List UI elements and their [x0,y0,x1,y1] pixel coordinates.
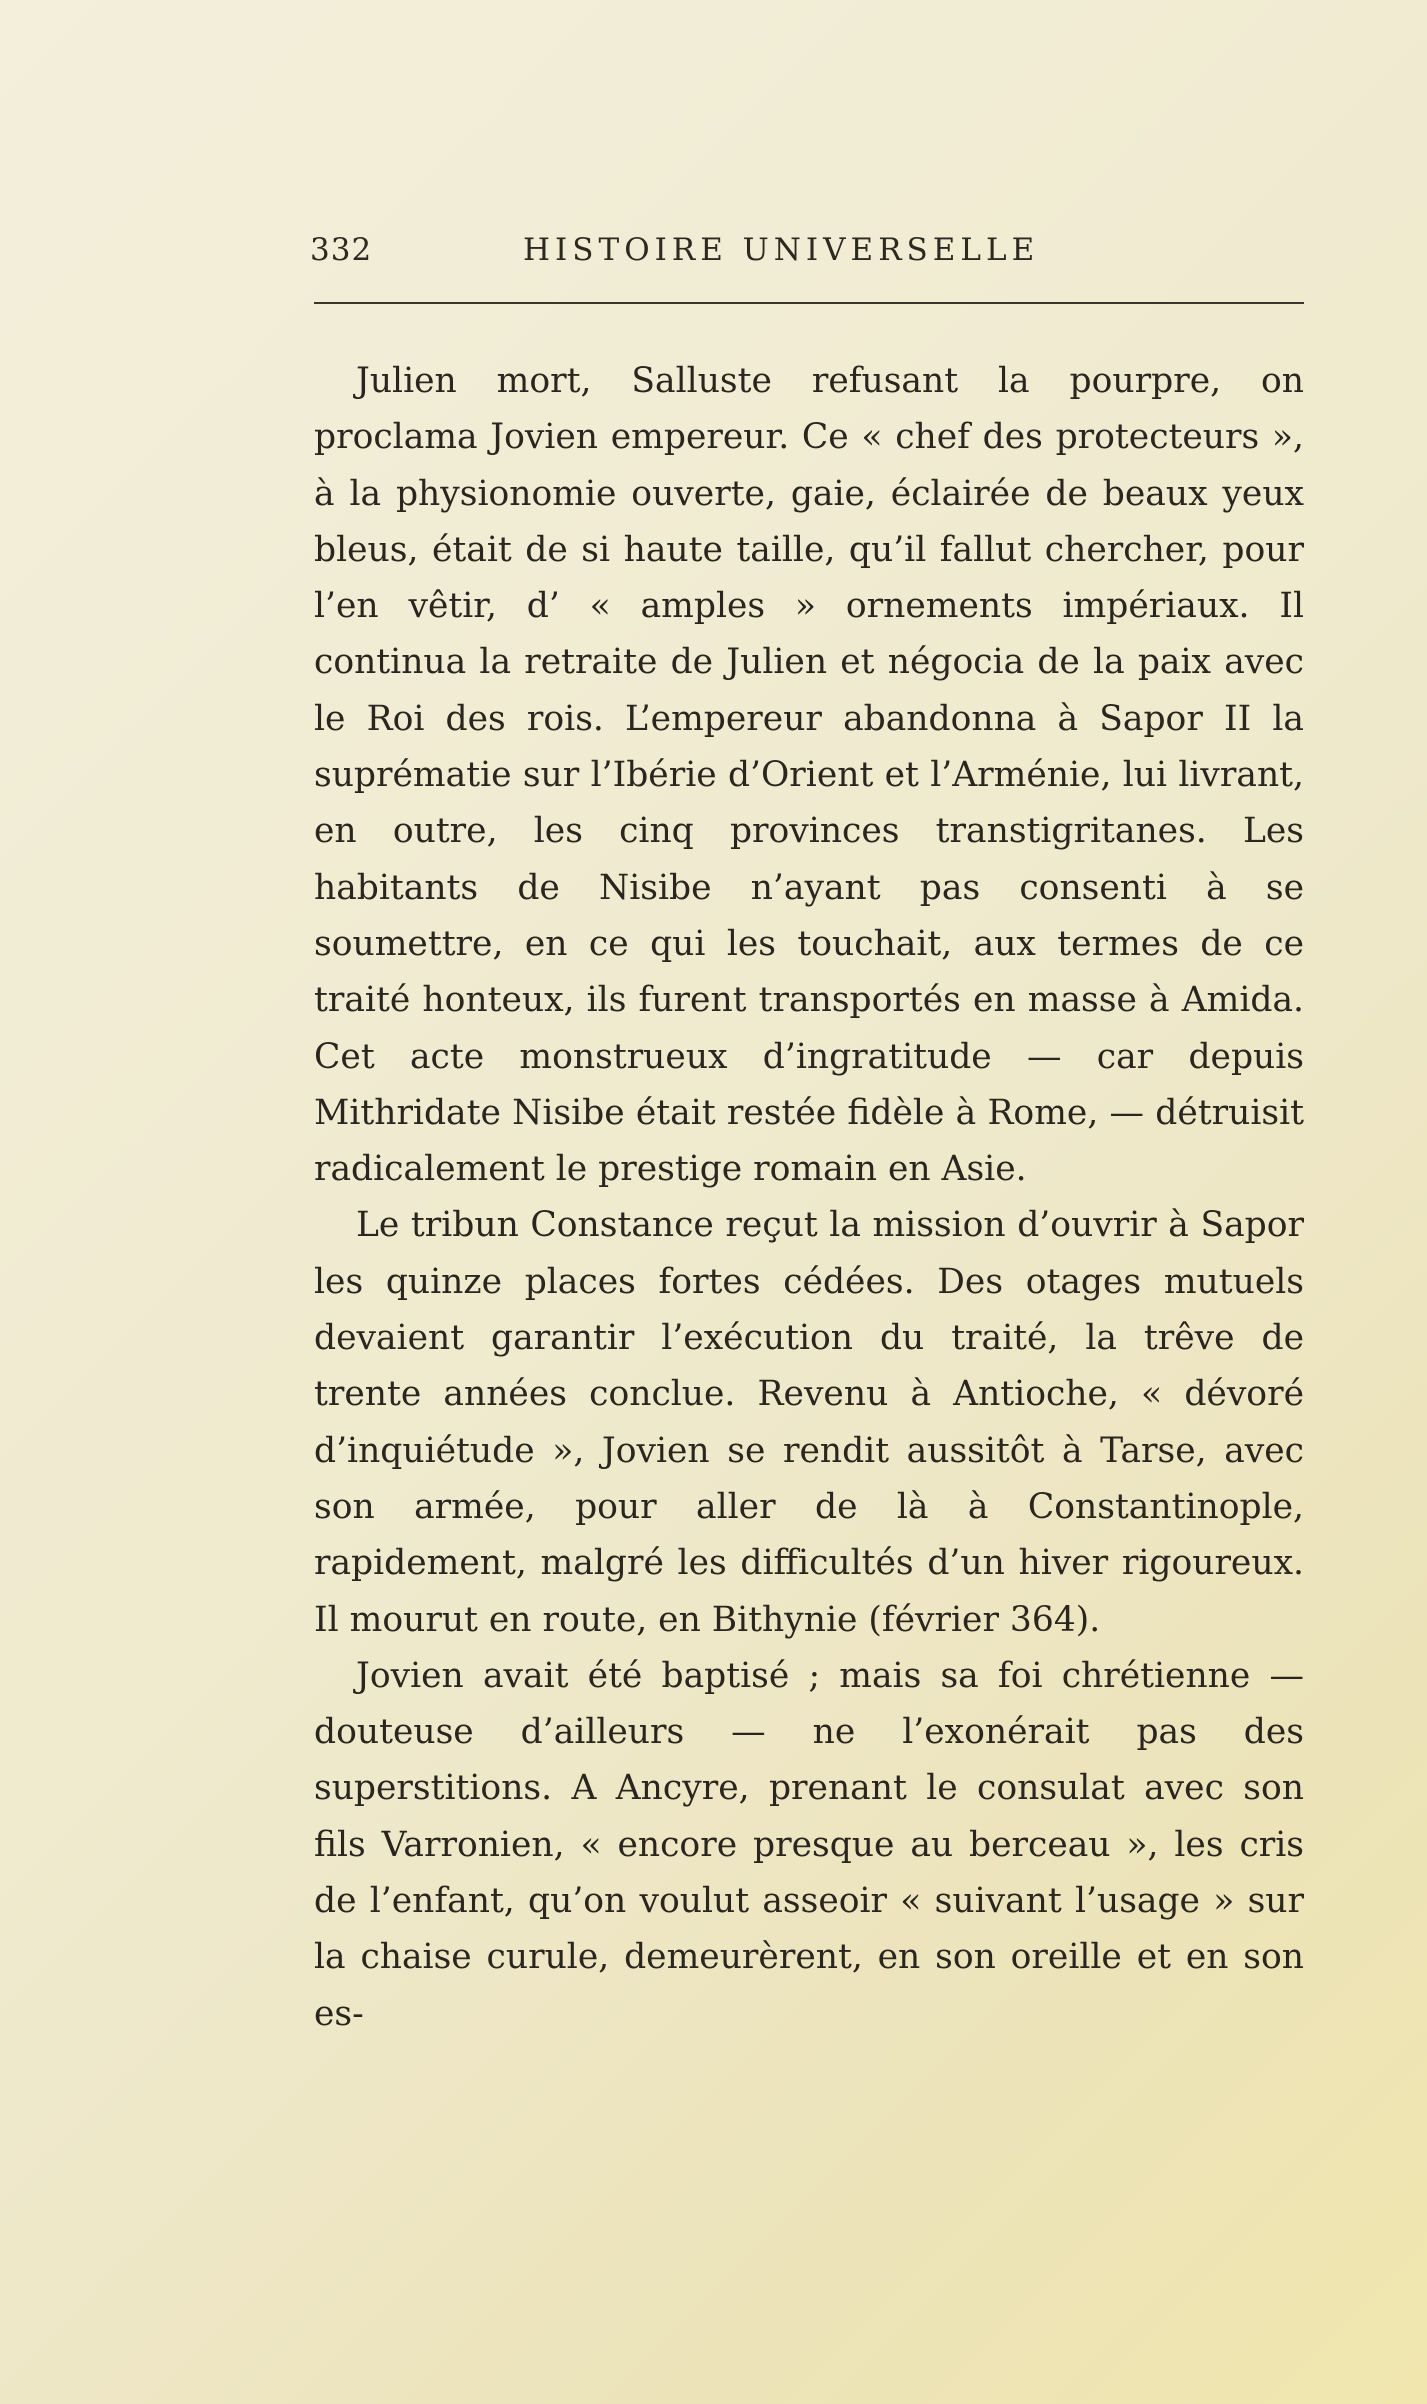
running-head [310,232,1300,272]
header-title: HISTOIRE UNIVERSELLE [523,232,1040,268]
paragraph-1: Julien mort, Salluste refusant la pourpre, on proclama Jovien empereur. Ce « chef des protecteurs », à la physionomie ouverte, gaie, éclairée de beaux yeux bleus, était de si haute taille, qu’il fallut chercher, pour l’en vêtir, d’ « amples » ornements impériaux. Il continua la retraite de Julien et négocia de la paix avec le Roi des rois. L’empereur abandonna à Sapor II la suprématie sur l’Ibérie d’Orient et l’Arménie, lui livrant, en outre, les cinq provinces transtigritanes. Les habitants de Nisibe n’ayant pas consenti à se soumettre, en ce qui les touchait, aux termes de ce traité honteux, ils furent transportés en masse à Amida. Cet acte monstrueux d’ingratitude — car depuis Mithridate Nisibe était restée fidèle à Rome, — détruisit radicalement le prestige romain en Asie. [314,361,1304,1190]
paragraph-2: Le tribun Constance reçut la mission d’ouvrir à Sapor les quinze places fortes cédées. Des otages mutuels devaient garantir l’exécution du traité, la trêve de trente années conclue. Revenu à Antioche, « dévoré d’inquiétude », Jovien se rendit aussitôt à Tarse, avec son armée, pour aller de là à Constantinople, rapidement, malgré les difficultés d’un hiver rigoureux. Il mourut en route, en Bithynie (février 364). [314,1205,1304,1640]
header-rule [314,302,1304,304]
paragraph-3: Jovien avait été baptisé ; mais sa foi chrétienne — douteuse d’ailleurs — ne l’exonérait pas des superstitions. A Ancyre, prenant le consulat avec son fils Varronien, « encore presque au berceau », les cris de l’enfant, qu’on voulut asseoir « suivant l’usage » sur la chaise curule, demeurèrent, en son oreille et en son es- [314,1655,1304,2034]
page-number: 332 [310,232,373,268]
body-text [314,353,1304,2042]
